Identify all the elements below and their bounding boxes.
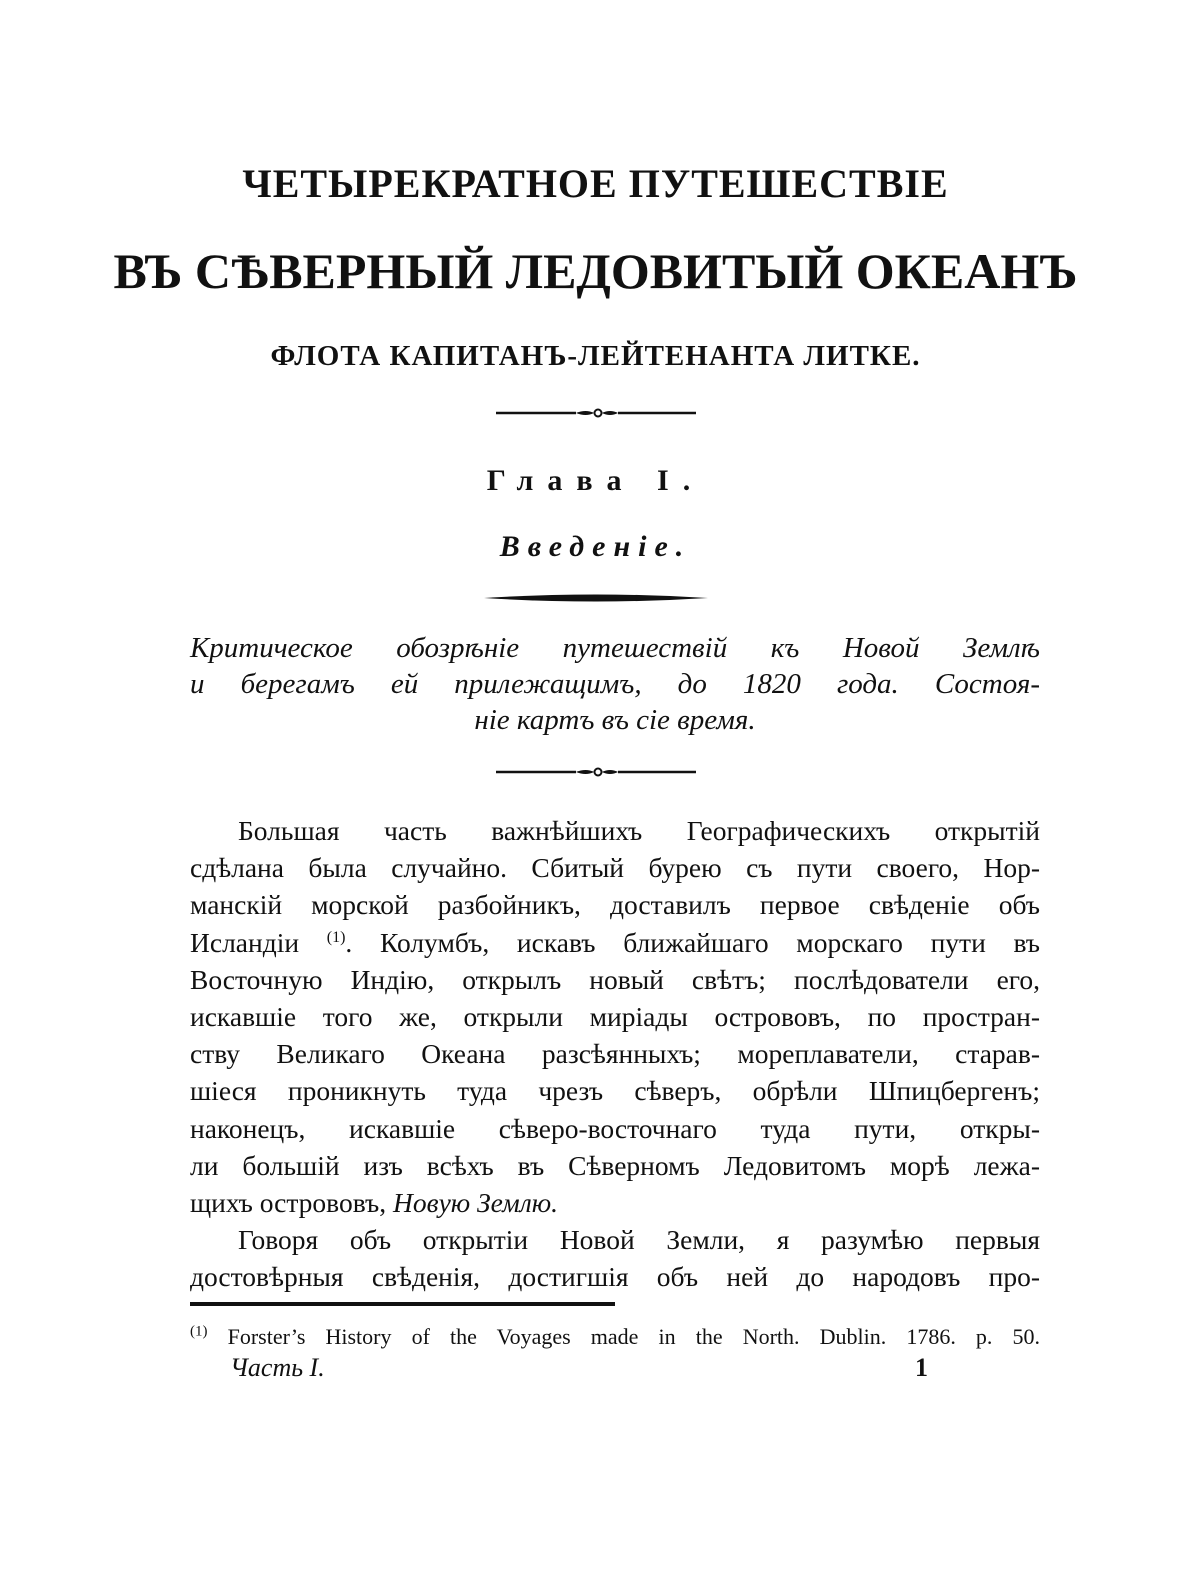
- body-line: достовѣрныя свѣденія, достигшія объ ней до народовъ про-: [190, 1261, 1040, 1293]
- body-line: ству Великаго Океана разсѣянныхъ; мореплаватели, старав-: [190, 1038, 1040, 1070]
- chapter-subtitle: Введеніе.: [499, 530, 692, 563]
- footnote-reference: (1): [326, 928, 346, 946]
- body-line: Большая часть важнѣйшихъ Географическихъ открытій: [238, 815, 1040, 846]
- signature-mark: 1: [915, 1353, 928, 1382]
- title-line-3: ФЛОТА КАПИТАНЪ-ЛЕЙТЕНАНТА ЛИТКЕ.: [270, 340, 921, 372]
- title-line-1: ЧЕТЫРЕКРАТНОЕ ПУТЕШЕСТВІЕ: [242, 161, 949, 206]
- body-line: ли большій изъ всѣхъ въ Сѣверномъ Ледовитомъ морѣ лежа-: [190, 1149, 1040, 1181]
- body-line: шіеся проникнуть туда чрезъ сѣверъ, обрѣли Шпицбергенъ;: [190, 1075, 1040, 1107]
- body-line: Говоря объ открытіи Новой Земли, я разумѣю первыя: [238, 1224, 1040, 1256]
- footnote-text: Forster’s History of the Voyages made in the North. Dublin. 1786. p. 50.: [227, 1324, 1040, 1349]
- footnote-line: [190, 1322, 1040, 1352]
- summary-line: Критическое обозрѣніе путешествій къ Новой Землѣ: [190, 632, 1040, 664]
- title-line-2: ВЪ СѢВЕРНЫЙ ЛЕДОВИТЫЙ ОКЕАНЪ: [113, 243, 1078, 299]
- body-line: искавшіе того же, открыли миріады острововъ, по простран-: [190, 1001, 1040, 1033]
- ornament-divider: [0, 406, 1191, 420]
- part-label: Часть I.: [230, 1353, 325, 1382]
- summary-line: ніе картъ въ сіе время.: [474, 704, 756, 736]
- body-line: манскій морской разбойникъ, доставилъ первое свѣденіе объ: [190, 889, 1040, 921]
- body-line: [190, 1184, 1040, 1221]
- ornament-divider: [0, 765, 1191, 779]
- body-text: [190, 812, 1040, 1296]
- footnote: [190, 1322, 1040, 1352]
- body-line: наконецъ, искавшіе сѣверо-восточнаго туда пути, откры-: [190, 1112, 1040, 1144]
- footnote-rule: [190, 1302, 615, 1306]
- chapter-summary: [190, 630, 1040, 738]
- body-line-part: щихъ острововъ,: [190, 1187, 394, 1219]
- body-line-part: Исландіи: [190, 926, 300, 958]
- tapered-rule: [0, 591, 1191, 605]
- emphasis-text: Новую Землю.: [393, 1187, 558, 1219]
- body-line: [190, 924, 1040, 961]
- summary-line: и берегамъ ей прилежащимъ, до 1820 года. Состоя-: [190, 668, 1040, 700]
- chapter-heading: Глава I.: [486, 464, 705, 497]
- body-line-part: . Колумбъ, искавъ ближайшаго морскаго пути въ: [345, 926, 1040, 958]
- body-line: Восточную Индію, открылъ новый свѣтъ; послѣдователи его,: [190, 963, 1040, 995]
- body-line: сдѣлана была случайно. Сбитый бурею съ пути своего, Нор-: [190, 852, 1040, 884]
- footnote-marker: (1): [190, 1323, 208, 1340]
